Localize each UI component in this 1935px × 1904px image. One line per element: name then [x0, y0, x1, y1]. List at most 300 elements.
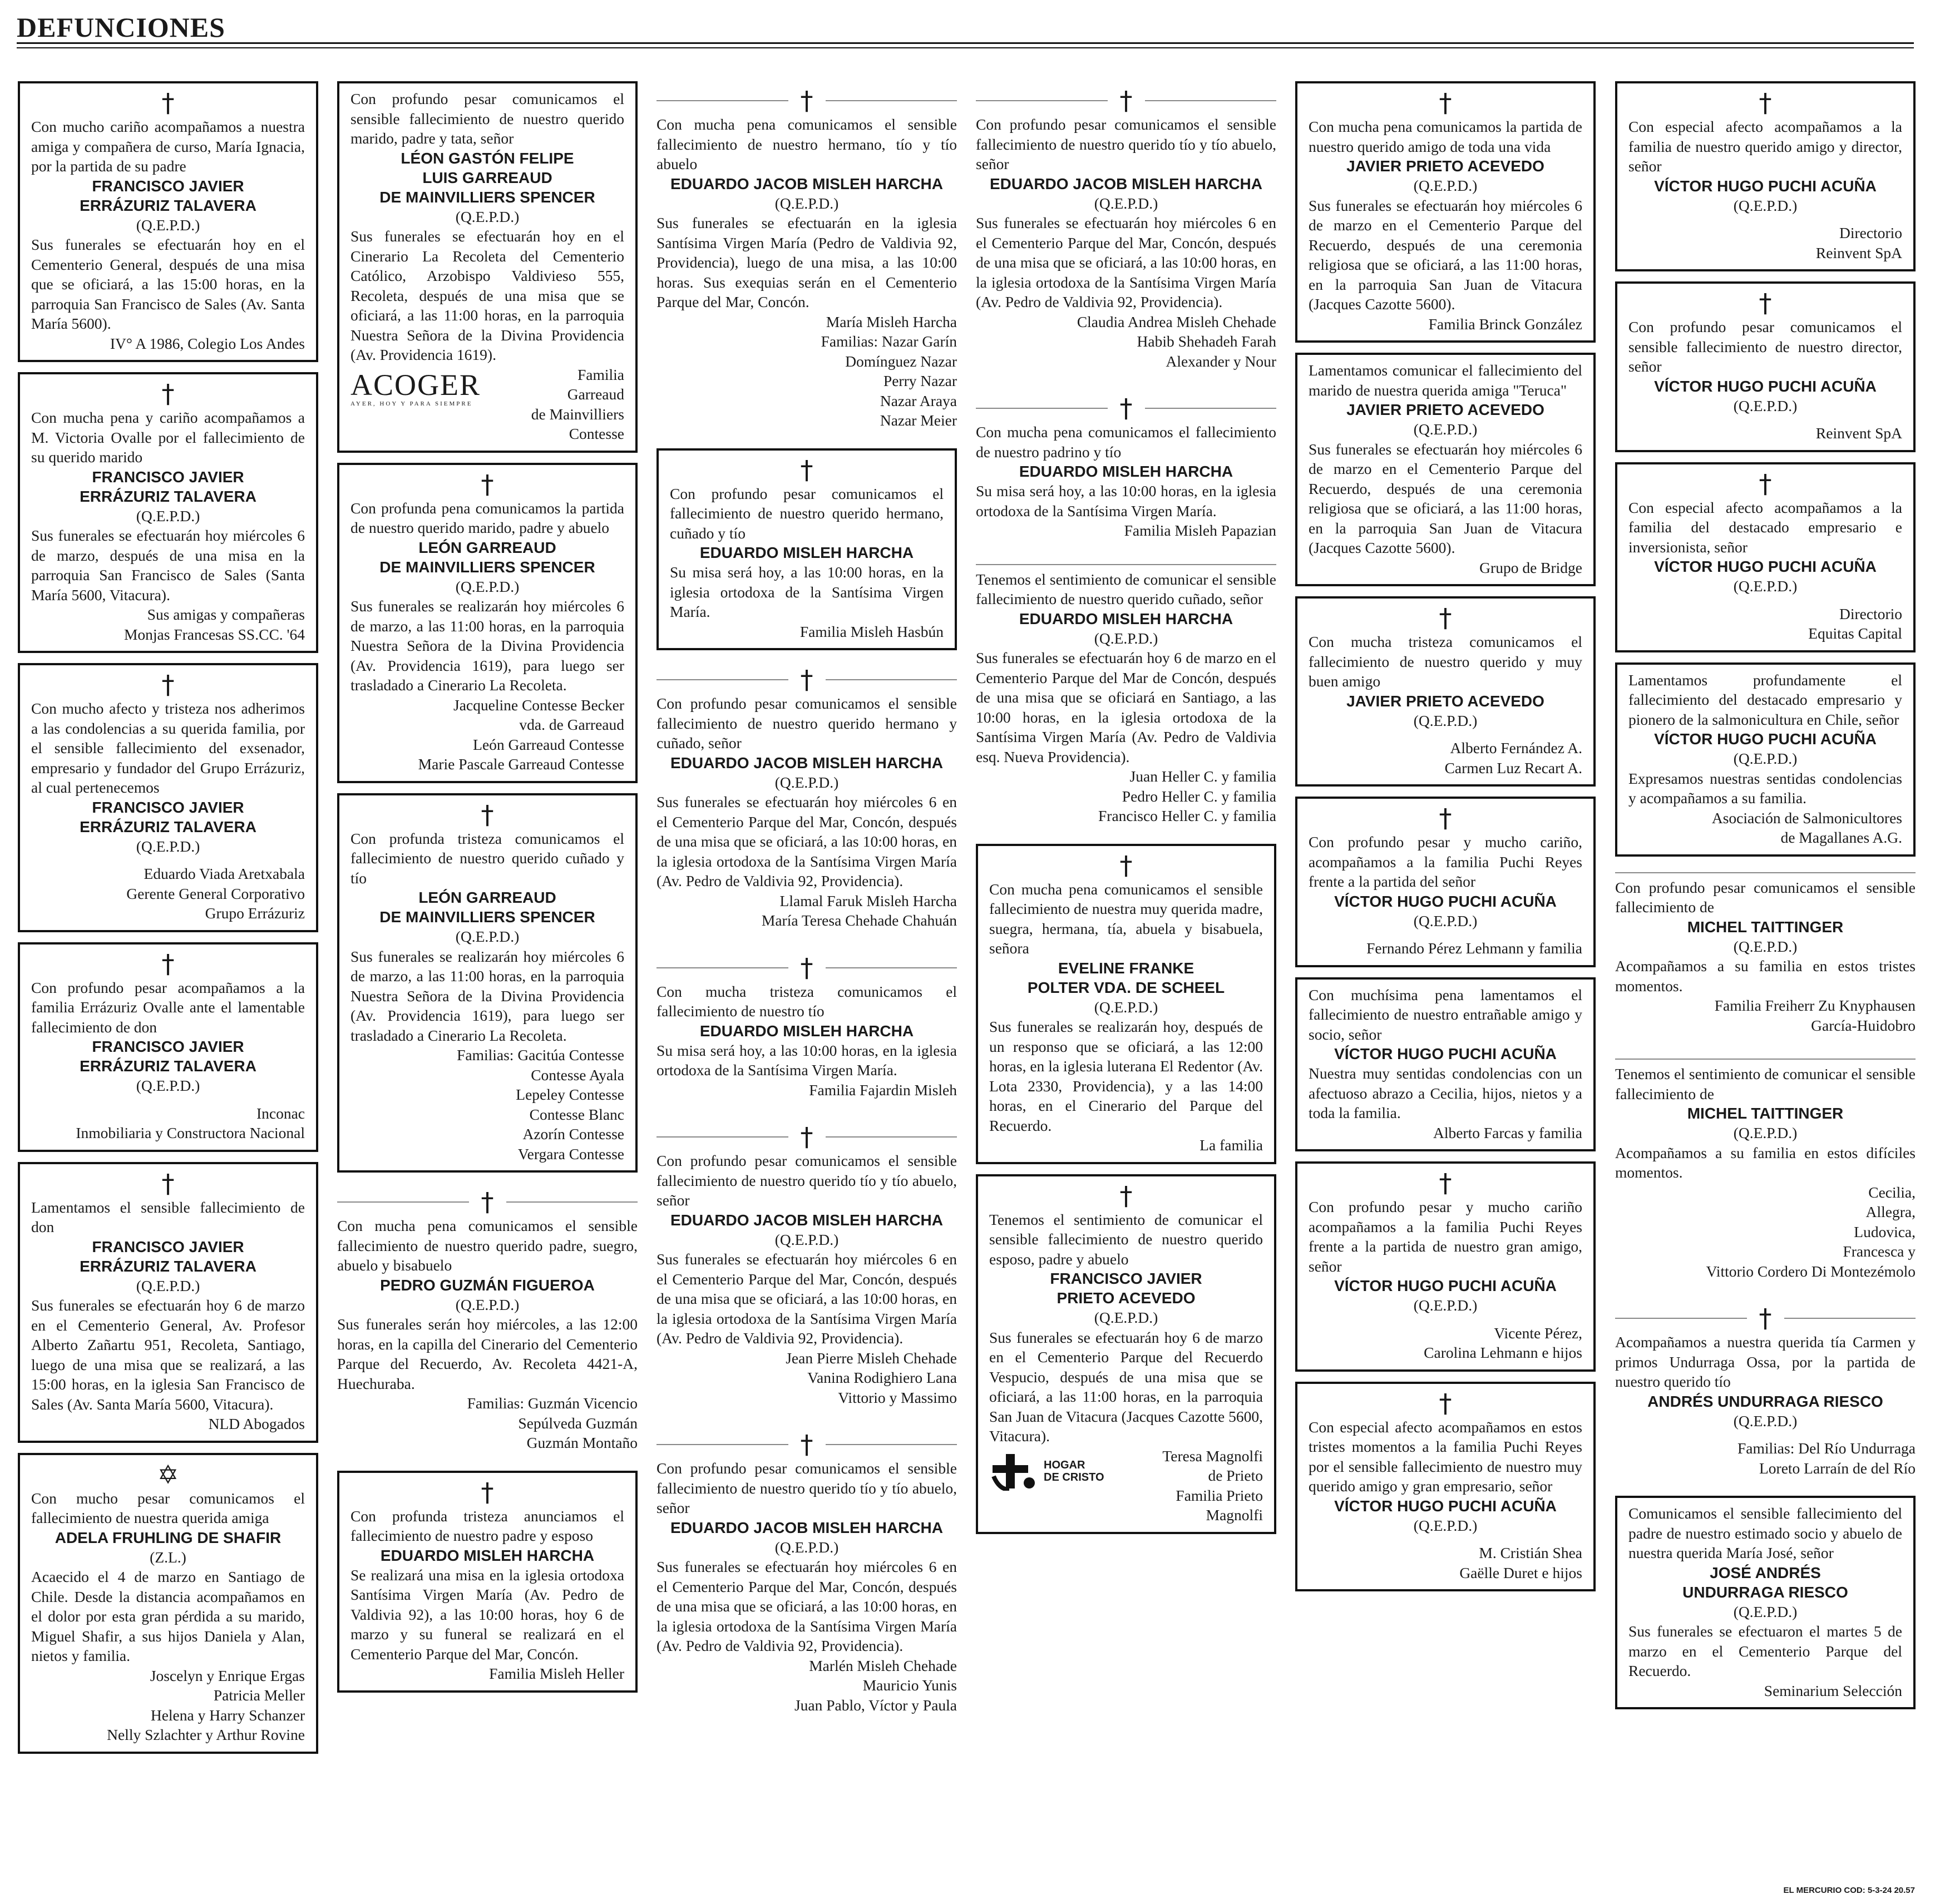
signature-line: Jacqueline Contesse Becker	[453, 696, 624, 714]
divider-line	[337, 1201, 469, 1203]
signature-line: Familias: Guzmán Vicencio	[467, 1394, 638, 1412]
signature-line: Inmobiliaria y Constructora Nacional	[76, 1124, 305, 1141]
notice-signature	[1615, 1183, 1916, 1282]
obituary-notice	[656, 660, 957, 938]
column-1	[18, 81, 318, 1764]
signature-line: Mauricio Yunis	[862, 1676, 957, 1694]
cross-icon: †	[1439, 803, 1452, 833]
divider-line	[656, 1444, 788, 1445]
signature-line: Familia Brinck González	[1428, 315, 1582, 333]
deceased-name: EDUARDO MISLEH HARCHA	[699, 544, 914, 561]
notice-body: Sus funerales se efectuarán hoy 6 de marzo en el Cementerio Parque del Mar de Concón, después de una misa que se oficiará en Santiago, a las 10:00 horas, en la iglesia ortodoxa de la Santísima Virgen María (Av. Pedro de Valdivia esq. Nueva Providencia).	[976, 649, 1276, 765]
obituary-notice	[337, 1183, 638, 1461]
cross-icon: †	[1439, 1168, 1452, 1198]
notice-intro: Con profunda tristeza anunciamos el fallecimiento de nuestro padre y esposo	[351, 1507, 624, 1544]
deceased-name: FRANCISCO JAVIER	[92, 468, 244, 486]
notice-signature	[351, 695, 624, 774]
notice-intro: Lamentamos el sensible fallecimiento de don	[31, 1198, 305, 1235]
signature-line: La familia	[1199, 1136, 1263, 1154]
obituary-notice	[1295, 977, 1596, 1152]
notice-body: Sus funerales serán hoy miércoles, a las 12:00 horas, en la capilla del Cinerario del Cementerio Parque del Recuerdo, Av. Recoleta 4421-A, Huechuraba.	[337, 1316, 638, 1392]
obituary-notice	[337, 463, 638, 783]
qepd-mark: (Q.E.P.D.)	[136, 1077, 200, 1094]
signature-line: Fernando Pérez Lehmann y familia	[1366, 939, 1582, 957]
footer-code: EL MERCURIO COD: 5-3-24 20.57	[1783, 1886, 1915, 1895]
signature-line: Gaëlle Duret e hijos	[1459, 1564, 1582, 1581]
notice-signature	[1309, 1323, 1582, 1363]
notice-intro: Con profundo pesar y mucho cariño acompañamos a la familia Puchi Reyes frente a la partida de nuestro gran amigo, señor	[1309, 1198, 1582, 1275]
cross-icon: †	[481, 1477, 494, 1507]
deceased-name: EDUARDO MISLEH HARCHA	[1019, 463, 1233, 480]
divider-line	[1615, 1318, 1747, 1319]
signature-line: Alexander y Nour	[1166, 352, 1276, 370]
notice-body: Sus funerales se efectuarán en la iglesia Santísima Virgen María (Pedro de Valdivia 92, Providencia), luego de una misa, a las 10:00 horas. Sus exequias serán en el Cementerio Parque del Mar, Concón.	[656, 214, 957, 310]
spacer	[1615, 1431, 1916, 1438]
signature-line: IV° A 1986, Colegio Los Andes	[110, 334, 305, 352]
signature-row	[351, 365, 624, 444]
signature-row	[989, 1446, 1263, 1525]
qepd-mark: (Q.E.P.D.)	[1094, 1309, 1158, 1326]
signature-line: Familia Freiherr Zu Knyphausen	[1714, 997, 1916, 1014]
divider-line	[1145, 408, 1277, 409]
notice-signature	[670, 622, 944, 642]
deceased-name: PEDRO GUZMÁN FIGUEROA	[380, 1276, 595, 1294]
notice-intro: Con profundo pesar y mucho cariño, acompañamos a la familia Puchi Reyes frente a la partida del señor	[1309, 833, 1582, 890]
obituary-notice	[1615, 867, 1916, 1044]
signature-line: Sepúlveda Guzmán	[518, 1414, 638, 1432]
signature-line: Patricia Meller	[213, 1687, 305, 1704]
cross-icon: †	[1759, 1303, 1772, 1333]
notice-signature	[976, 521, 1276, 541]
notice-intro: Con profundo pesar comunicamos el sensible fallecimiento de nuestro querido hermano y cuñado, señor	[656, 695, 957, 751]
notice-signature	[31, 334, 305, 354]
obituary-notice	[18, 81, 318, 362]
notice-intro: Con mucha pena comunicamos el sensible fallecimiento de nuestro querido padre, suegro, abuelo y bisabuelo	[337, 1217, 638, 1274]
deceased-name: ERRÁZURIZ TALAVERA	[80, 818, 256, 835]
notice-intro: Con especial afecto acompañamos a la familia de nuestro querido amigo y director, señor	[1628, 118, 1902, 175]
divider-line	[656, 1136, 788, 1138]
obituary-notice	[656, 1117, 957, 1415]
signature-line: Carmen Luz Recart A.	[1444, 759, 1582, 777]
signature-line: León Garreaud Contesse	[473, 735, 624, 753]
obituary-notice	[656, 81, 957, 438]
notice-body: Sus funerales se efectuarán hoy miércoles 6 de marzo en el Cementerio Parque del Recuerdo, después de una ceremonia religiosa que se oficiará, a las 11:00 horas, en la parroquia San Juan de Vitacura (Jacques Cazotte 5600).	[1309, 196, 1582, 313]
section-header	[17, 8, 1914, 47]
divider-line	[976, 564, 1276, 565]
signature-line: Grupo Errázuriz	[205, 904, 305, 922]
notice-signature	[31, 1666, 305, 1745]
cross-icon: †	[800, 1430, 813, 1460]
notice-intro: Con profunda tristeza comunicamos el fallecimiento de nuestro querido cuñado y tío	[351, 829, 624, 887]
qepd-mark: (Q.E.P.D.)	[136, 1277, 200, 1294]
notice-signature	[1628, 808, 1902, 848]
signature-line: Seminarium Selección	[1764, 1682, 1902, 1699]
divider-line	[826, 100, 957, 101]
obituary-notice	[656, 948, 957, 1108]
cross-icon: †	[1119, 86, 1133, 116]
notice-body: Sus funerales se realizarán hoy, después de un responso que se oficiará, a las 12:00 horas, en la iglesia luterana El Redentor (Av. Lota 2330, Providencia), y a las 14:00 horas, en el Cinerario del Parque del Recuerdo.	[989, 1018, 1263, 1134]
obituary-notice	[1295, 596, 1596, 787]
deceased-name: VÍCTOR HUGO PUCHI ACUÑA	[1654, 730, 1877, 748]
deceased-name: MICHEL TAITTINGER	[1687, 1105, 1844, 1122]
cross-divider	[976, 394, 1276, 422]
notice-signature	[1309, 1543, 1582, 1582]
signature-line: Familias: Gacitúa Contesse	[457, 1046, 624, 1064]
obituary-notice	[1295, 1382, 1596, 1592]
notice-intro: Con mucha pena comunicamos la partida de nuestro querido amigo de toda una vida	[1309, 118, 1582, 155]
notice-intro: Con profundo pesar comunicamos el sensible fallecimiento de nuestro director, señor	[1628, 318, 1902, 375]
signature-line: García-Huidobro	[1811, 1016, 1916, 1034]
obituary-notice	[1615, 1299, 1916, 1486]
notice-intro: Con mucha pena y cariño acompañamos a M. Victoria Ovalle por el fallecimiento de su querido marido	[31, 409, 305, 466]
notice-intro: Con especial afecto acompañamos en estos tristes momentos a la familia Puchi Reyes por el sensible fallecimiento de nuestro muy querido amigo y gran empresario, señor	[1309, 1418, 1582, 1495]
notice-signature	[1628, 223, 1902, 263]
notice-intro: Con muchísima pena lamentamos el fallecimiento de nuestro entrañable amigo y socio, señor	[1309, 986, 1582, 1043]
signature-line: Eduardo Viada Aretxabala	[144, 865, 305, 882]
notice-body: Sus funerales se efectuarán hoy en el Cinerario La Recoleta del Cementerio Católico, Arzobispo Valdivieso 555, Recoleta, después de una misa que se oficiará, a las 11:00 horas, en la parroquia Nuestra Señora de la Divina Providencia (Av. Providencia 1619).	[351, 228, 624, 363]
divider-line	[1615, 872, 1916, 873]
signature-line: Familias: Nazar Garín	[821, 333, 957, 350]
cross-divider	[337, 1188, 638, 1216]
cross-icon: †	[1439, 603, 1452, 633]
deceased-name: EDUARDO JACOB MISLEH HARCHA	[670, 175, 943, 192]
signature-line: Domínguez Nazar	[845, 352, 957, 370]
cross-icon: †	[800, 665, 813, 695]
signature-line: vda. de Garreaud	[519, 716, 624, 733]
signature-line: Familia	[577, 365, 624, 383]
notice-body: Su misa será hoy, a las 10:00 horas, en la iglesia ortodoxa de la Santísima Virgen María.	[656, 1041, 957, 1079]
hogar-de-cristo-emblem-icon	[989, 1452, 1039, 1491]
deceased-name: JOSÉ ANDRÉS	[1710, 1564, 1821, 1581]
notice-signature	[1628, 423, 1902, 443]
obituary-notice	[18, 372, 318, 653]
cross-icon: †	[1119, 1180, 1133, 1211]
section-title: DEFUNCIONES	[17, 12, 225, 43]
signature-line: Equitas Capital	[1808, 625, 1902, 642]
deceased-name: EDUARDO JACOB MISLEH HARCHA	[670, 1519, 943, 1536]
spacer	[31, 1096, 305, 1104]
deceased-name: LÉON GASTÓN FELIPE	[401, 149, 574, 167]
signature-line: María Teresa Chehade Chahuán	[761, 912, 957, 929]
notice-intro: Con mucha tristeza comunicamos el fallecimiento de nuestro tío	[656, 982, 957, 1020]
deceased-name: JAVIER PRIETO ACEVEDO	[1346, 401, 1544, 418]
notice-intro: Con profundo pesar comunicamos el sensible fallecimiento de nuestro querido tío y tío abuelo, señor	[656, 1460, 957, 1516]
signature-line: Nazar Meier	[880, 412, 957, 429]
signature-line: Carolina Lehmann e hijos	[1424, 1344, 1582, 1361]
qepd-mark: (Z.L.)	[150, 1548, 186, 1566]
obituary-notice	[1295, 81, 1596, 343]
notice-body: Sus funerales se efectuarán hoy miércoles 6 de marzo, después de una misa en la parroquia San Francisco de Sales (Santa María 5600, Vitacura).	[31, 527, 305, 604]
cross-icon: †	[161, 670, 175, 700]
deceased-name: EVELINE FRANKE	[1058, 959, 1194, 977]
notice-intro: Con profunda pena comunicamos la partida de nuestro querido marido, padre y abuelo	[351, 499, 624, 536]
divider-line	[826, 1444, 957, 1445]
signature-line: Claudia Andrea Misleh Chehade	[1077, 313, 1276, 330]
spacer	[1628, 596, 1902, 604]
signature-line: Directorio	[1839, 224, 1902, 241]
notice-body: Sus funerales se efectuarán hoy 6 de marzo en el Cementerio Parque del Recuerdo Vespucio, después de una misa que se oficiará, a las 11:00 horas, en la parroquia San Juan de Vitacura (Jacques Cazotte 5600, Vitacura).	[989, 1328, 1263, 1445]
notice-signature	[531, 365, 624, 444]
deceased-name: ERRÁZURIZ TALAVERA	[80, 487, 256, 505]
notice-body: Sus funerales se efectuaron el martes 5 de marzo en el Cementerio Parque del Recuerdo.	[1628, 1623, 1902, 1679]
notice-signature	[1628, 1681, 1902, 1701]
notice-body: Sus funerales se efectuarán hoy miércoles 6 en el Cementerio Parque del Mar, Concón, después de una misa que se oficiará, a las 10:00 horas, en la iglesia ortodoxa de la Santísima Virgen María (Av. Pedro de Valdivia 92, Providencia).	[976, 214, 1276, 310]
cross-divider	[656, 87, 957, 115]
qepd-mark: (Q.E.P.D.)	[1413, 421, 1478, 438]
signature-line: Garreaud	[567, 385, 624, 403]
notice-intro: Con mucha pena comunicamos el fallecimiento de nuestro padrino y tío	[976, 423, 1276, 461]
signature-line: Monjas Francesas SS.CC. '64	[124, 625, 305, 643]
deceased-name: EDUARDO JACOB MISLEH HARCHA	[670, 754, 943, 772]
notice-body: Nuestra muy sentidas condolencias con un afectuoso abrazo a Cecilia, hijos, nietos y a toda la familia.	[1309, 1065, 1582, 1121]
notice-signature	[656, 312, 957, 431]
deceased-name: ADELA FRUHLING DE SHAFIR	[55, 1529, 282, 1546]
notice-signature	[31, 1104, 305, 1143]
deceased-name: FRANCISCO JAVIER	[92, 177, 244, 195]
cross-icon: †	[1759, 468, 1772, 499]
notice-intro: Comunicamos el sensible fallecimiento del padre de nuestro estimado socio y abuelo de nuestra querida María José, señor	[1628, 1505, 1902, 1561]
obituary-notice	[656, 448, 957, 651]
acoger-logo	[351, 369, 481, 407]
notice-body: Sus funerales se efectuarán hoy miércoles 6 en el Cementerio Parque del Mar, Concón, después de una misa que se oficiará, a las 10:00 horas, en la iglesia ortodoxa de la Santísima Virgen María (Av. Pedro de Valdivia 92, Providencia).	[656, 1250, 957, 1347]
notice-body: Sus funerales se efectuarán hoy miércoles 6 en el Cementerio Parque del Mar, Concón, después de una misa que se oficiará, a las 10:00 horas, en la iglesia ortodoxa de la Santísima Virgen María (Av. Pedro de Valdivia 92, Providencia).	[656, 793, 957, 889]
cross-icon: †	[161, 1168, 175, 1199]
signature-line: de Prieto	[1208, 1467, 1263, 1484]
deceased-name: EDUARDO MISLEH HARCHA	[1019, 610, 1233, 627]
notice-body: Acompañamos a su familia en estos difíciles momentos.	[1615, 1144, 1916, 1181]
notice-signature	[976, 766, 1276, 826]
notice-intro: Tenemos el sentimiento de comunicar el sensible fallecimiento de nuestro querido esposo, padre y abuelo	[989, 1210, 1263, 1268]
qepd-mark: (Q.E.P.D.)	[455, 1295, 520, 1313]
obituary-notice	[18, 1162, 318, 1443]
divider-line	[1145, 100, 1277, 101]
signature-line: Reinvent SpA	[1815, 424, 1902, 442]
signature-line: Contesse Blanc	[529, 1105, 624, 1123]
notice-intro: Lamentamos profundamente el fallecimiento del destacado empresario y pionero de la salmonicultura en Chile, señor	[1628, 671, 1902, 728]
signature-line: Asociación de Salmonicultores	[1711, 809, 1902, 827]
signature-line: de Magallanes A.G.	[1780, 829, 1902, 846]
signature-line: Gerente General Corporativo	[126, 884, 305, 902]
notice-body: Se realizará una misa en la iglesia ortodoxa Santísima Virgen María (Av. Pedro de Valdivia 92), a las 10:00 horas, hoy 6 de marzo y su funeral se realizará en el Cementerio Parque del Mar, Concón.	[351, 1566, 624, 1663]
notice-signature	[976, 312, 1276, 372]
cross-divider	[656, 1123, 957, 1151]
obituary-notice	[337, 81, 638, 453]
qepd-mark: (Q.E.P.D.)	[455, 577, 520, 595]
signature-line: Juan Pablo, Víctor y Paula	[794, 1696, 957, 1714]
notice-intro: Con mucho afecto y tristeza nos adherimos a las condolencias a su querida familia, por el sensible fallecimiento del exsenador, empresario y fundador del Grupo Errázuriz, al cual pertenecemos	[31, 700, 305, 796]
qepd-mark: (Q.E.P.D.)	[1413, 1516, 1478, 1534]
notice-intro: Con profundo pesar comunicamos el sensible fallecimiento de nuestro querido marido, padre y tata, señor	[351, 90, 624, 147]
notice-signature	[351, 1045, 624, 1164]
cross-icon: †	[481, 469, 494, 500]
deceased-name: VÍCTOR HUGO PUCHI ACUÑA	[1334, 1497, 1557, 1515]
deceased-name: JAVIER PRIETO ACEVEDO	[1346, 692, 1544, 710]
signature-line: Llamal Faruk Misleh Harcha	[779, 892, 957, 909]
signature-line: Azorín Contesse	[522, 1125, 624, 1143]
deceased-name: FRANCISCO JAVIER	[92, 1038, 244, 1055]
divider-line	[506, 1201, 638, 1203]
deceased-name: VÍCTOR HUGO PUCHI ACUÑA	[1334, 1277, 1557, 1294]
deceased-name: VÍCTOR HUGO PUCHI ACUÑA	[1654, 377, 1877, 395]
qepd-mark: (Q.E.P.D.)	[1733, 1603, 1798, 1620]
notice-signature	[1309, 314, 1582, 334]
notice-body: Sus funerales se efectuarán hoy 6 de marzo en el Cementerio General, Av. Profesor Alberto Zañartu 951, Recoleta, Santiago, luego de una misa que se realizará, a las 15:00 horas, en la iglesia San Francisco de Sales (Av. Santa María 5600, Vitacura).	[31, 1297, 305, 1413]
divider-line	[826, 1136, 957, 1138]
qepd-mark: (Q.E.P.D.)	[1413, 912, 1478, 929]
signature-line: Cecilia,	[1868, 1183, 1916, 1201]
deceased-name: UNDURRAGA RIESCO	[1682, 1583, 1848, 1601]
qepd-mark: (Q.E.P.D.)	[1733, 937, 1798, 955]
obituary-notice	[976, 1174, 1276, 1534]
deceased-name: ERRÁZURIZ TALAVERA	[80, 196, 256, 214]
signature-line: Loreto Larraín de del Río	[1759, 1459, 1916, 1477]
hogar-de-cristo-text	[1044, 1459, 1104, 1483]
obituary-notice	[1295, 1161, 1596, 1372]
signature-line: Lepeley Contesse	[516, 1086, 624, 1103]
signature-line: Juan Heller C. y familia	[1129, 768, 1276, 785]
notice-signature	[1309, 558, 1582, 578]
obituary-notice	[976, 558, 1276, 834]
signature-line: Perry Nazar	[883, 372, 957, 389]
signature-line: Inconac	[256, 1104, 305, 1122]
qepd-mark: (Q.E.P.D.)	[1733, 196, 1798, 214]
notice-intro: Con mucho cariño acompañamos a nuestra amiga y compañera de curso, María Ignacia, por la partida de su padre	[31, 118, 305, 175]
notice-body: Acompañamos a su familia en estos tristes momentos.	[1615, 957, 1916, 995]
qepd-mark: (Q.E.P.D.)	[455, 207, 520, 225]
notice-body: Expresamos nuestras sentidas condolencias y acompañamos a su familia.	[1628, 769, 1902, 807]
notice-intro: Con especial afecto acompañamos a la familia del destacado empresario e inversionista, señor	[1628, 498, 1902, 556]
deceased-name: DE MAINVILLIERS SPENCER	[379, 908, 595, 926]
qepd-mark: (Q.E.P.D.)	[1733, 750, 1798, 767]
spacer	[1628, 416, 1902, 423]
notice-signature	[31, 1414, 305, 1434]
signature-line: Vittorio Cordero Di Montezémolo	[1706, 1262, 1916, 1280]
divider-line	[1615, 1059, 1916, 1060]
signature-line: Nazar Araya	[880, 392, 957, 409]
deceased-name: EDUARDO MISLEH HARCHA	[699, 1022, 914, 1040]
obituary-notice	[976, 81, 1276, 379]
qepd-mark: (Q.E.P.D.)	[136, 507, 200, 525]
obituary-notice	[1615, 81, 1916, 271]
cross-icon: †	[1119, 393, 1133, 423]
qepd-mark: (Q.E.P.D.)	[1094, 194, 1158, 212]
signature-line: Habib Shehadeh Farah	[1137, 333, 1276, 350]
notice-intro: Con profundo pesar comunicamos el sensible fallecimiento de	[1615, 878, 1916, 916]
deceased-name: EDUARDO JACOB MISLEH HARCHA	[670, 1211, 943, 1229]
obituary-notice	[337, 1471, 638, 1693]
notice-signature	[31, 605, 305, 644]
column-3	[656, 81, 957, 1733]
deceased-name: LEÓN GARREAUD	[418, 889, 556, 906]
cross-icon: †	[1439, 1388, 1452, 1418]
obituary-notice	[18, 1453, 318, 1754]
notice-signature	[351, 1664, 624, 1684]
cross-divider	[656, 1431, 957, 1458]
qepd-mark: (Q.E.P.D.)	[1094, 998, 1158, 1016]
notice-signature	[989, 1135, 1263, 1155]
divider-line	[1784, 1318, 1916, 1319]
qepd-mark: (Q.E.P.D.)	[1733, 1124, 1798, 1141]
notice-body: Su misa será hoy, a las 10:00 horas, en la iglesia ortodoxa de la Santísima Virgen María.	[976, 482, 1276, 520]
obituary-notice	[337, 793, 638, 1173]
qepd-mark: (Q.E.P.D.)	[774, 1538, 839, 1556]
signature-line: NLD Abogados	[208, 1415, 305, 1432]
header-rule	[17, 42, 1914, 48]
cross-divider	[1615, 1304, 1916, 1332]
spacer	[1309, 1316, 1582, 1323]
notice-signature	[337, 1393, 638, 1453]
cross-divider	[656, 954, 957, 982]
notice-signature	[31, 864, 305, 923]
notice-intro: Acompañamos a nuestra querida tía Carmen y primos Undurraga Ossa, por la partida de nuestro querido tío	[1615, 1333, 1916, 1390]
signature-line: Francesca y	[1843, 1243, 1916, 1260]
signature-line: Familias: Del Río Undurraga	[1737, 1440, 1916, 1457]
signature-line: M. Cristián Shea	[1479, 1544, 1582, 1561]
qepd-mark: (Q.E.P.D.)	[1094, 629, 1158, 647]
signature-line: Vicente Pérez,	[1494, 1324, 1582, 1342]
signature-line: Alberto Farcas y familia	[1433, 1124, 1582, 1141]
deceased-name: VÍCTOR HUGO PUCHI ACUÑA	[1334, 892, 1557, 910]
signature-line: Teresa Magnolfi	[1162, 1447, 1263, 1465]
signature-line: de Mainvilliers	[531, 405, 624, 423]
notice-signature	[1162, 1446, 1263, 1525]
qepd-mark: (Q.E.P.D.)	[774, 194, 839, 212]
qepd-mark: (Q.E.P.D.)	[1733, 577, 1798, 595]
hogar-de-cristo-logo	[989, 1452, 1104, 1491]
signature-line: Familia Fajardin Misleh	[809, 1081, 957, 1099]
signature-line: Francisco Heller C. y familia	[1098, 807, 1276, 824]
qepd-mark: (Q.E.P.D.)	[1413, 711, 1478, 729]
signature-line: Vanina Rodighiero Lana	[807, 1369, 957, 1386]
signature-line: Contesse Ayala	[531, 1066, 624, 1084]
qepd-mark: (Q.E.P.D.)	[136, 216, 200, 234]
obituary-notice	[1615, 281, 1916, 452]
cross-icon: †	[161, 379, 175, 409]
cross-icon: †	[800, 454, 813, 485]
qepd-mark: (Q.E.P.D.)	[1733, 1412, 1798, 1430]
spacer	[1628, 215, 1902, 223]
cross-icon: †	[161, 88, 175, 118]
notice-intro: Lamentamos comunicar el fallecimiento del marido de nuestra querida amiga "Teruca"	[1309, 362, 1582, 399]
qepd-mark: (Q.E.P.D.)	[774, 1230, 839, 1248]
notice-intro: Con mucha tristeza comunicamos el fallecimiento de nuestro querido y muy buen amigo	[1309, 633, 1582, 690]
deceased-name: FRANCISCO JAVIER	[92, 798, 244, 816]
deceased-name: VÍCTOR HUGO PUCHI ACUÑA	[1654, 177, 1877, 195]
column-5	[1295, 81, 1596, 1601]
signature-line: Contesse	[569, 425, 624, 442]
notice-intro: Con profundo pesar comunicamos el sensible fallecimiento de nuestro querido tío y tío abuelo, señor	[976, 116, 1276, 172]
signature-line: Grupo de Bridge	[1479, 558, 1582, 576]
signature-line: Alberto Fernández A.	[1450, 739, 1582, 756]
cross-divider	[656, 666, 957, 694]
obituary-notice	[976, 389, 1276, 548]
obituary-notice	[656, 1425, 957, 1723]
notice-intro: Con profundo pesar comunicamos el fallecimiento de nuestro querido hermano, cuñado y tío	[670, 484, 944, 542]
cross-icon: †	[161, 948, 175, 979]
notice-signature	[1615, 996, 1916, 1035]
spacer	[1309, 1535, 1582, 1543]
obituary-notice	[1615, 1053, 1916, 1289]
signature-line: Directorio	[1839, 605, 1902, 622]
deceased-name: ERRÁZURIZ TALAVERA	[80, 1257, 256, 1275]
divider-line	[976, 408, 1108, 409]
divider-line	[826, 679, 957, 680]
notice-intro: Tenemos el sentimiento de comunicar el sensible fallecimiento de	[1615, 1065, 1916, 1102]
qepd-mark: (Q.E.P.D.)	[1733, 397, 1798, 414]
signature-line: Ludovica,	[1854, 1223, 1916, 1240]
deceased-name: POLTER VDA. DE SCHEEL	[1027, 978, 1225, 996]
notice-body: Sus funerales se efectuarán hoy en el Cementerio General, después de una misa que se oficiará, a las 15:00 horas, en la parroquia San Francisco de Sales (Av. Santa María 5600).	[31, 236, 305, 332]
